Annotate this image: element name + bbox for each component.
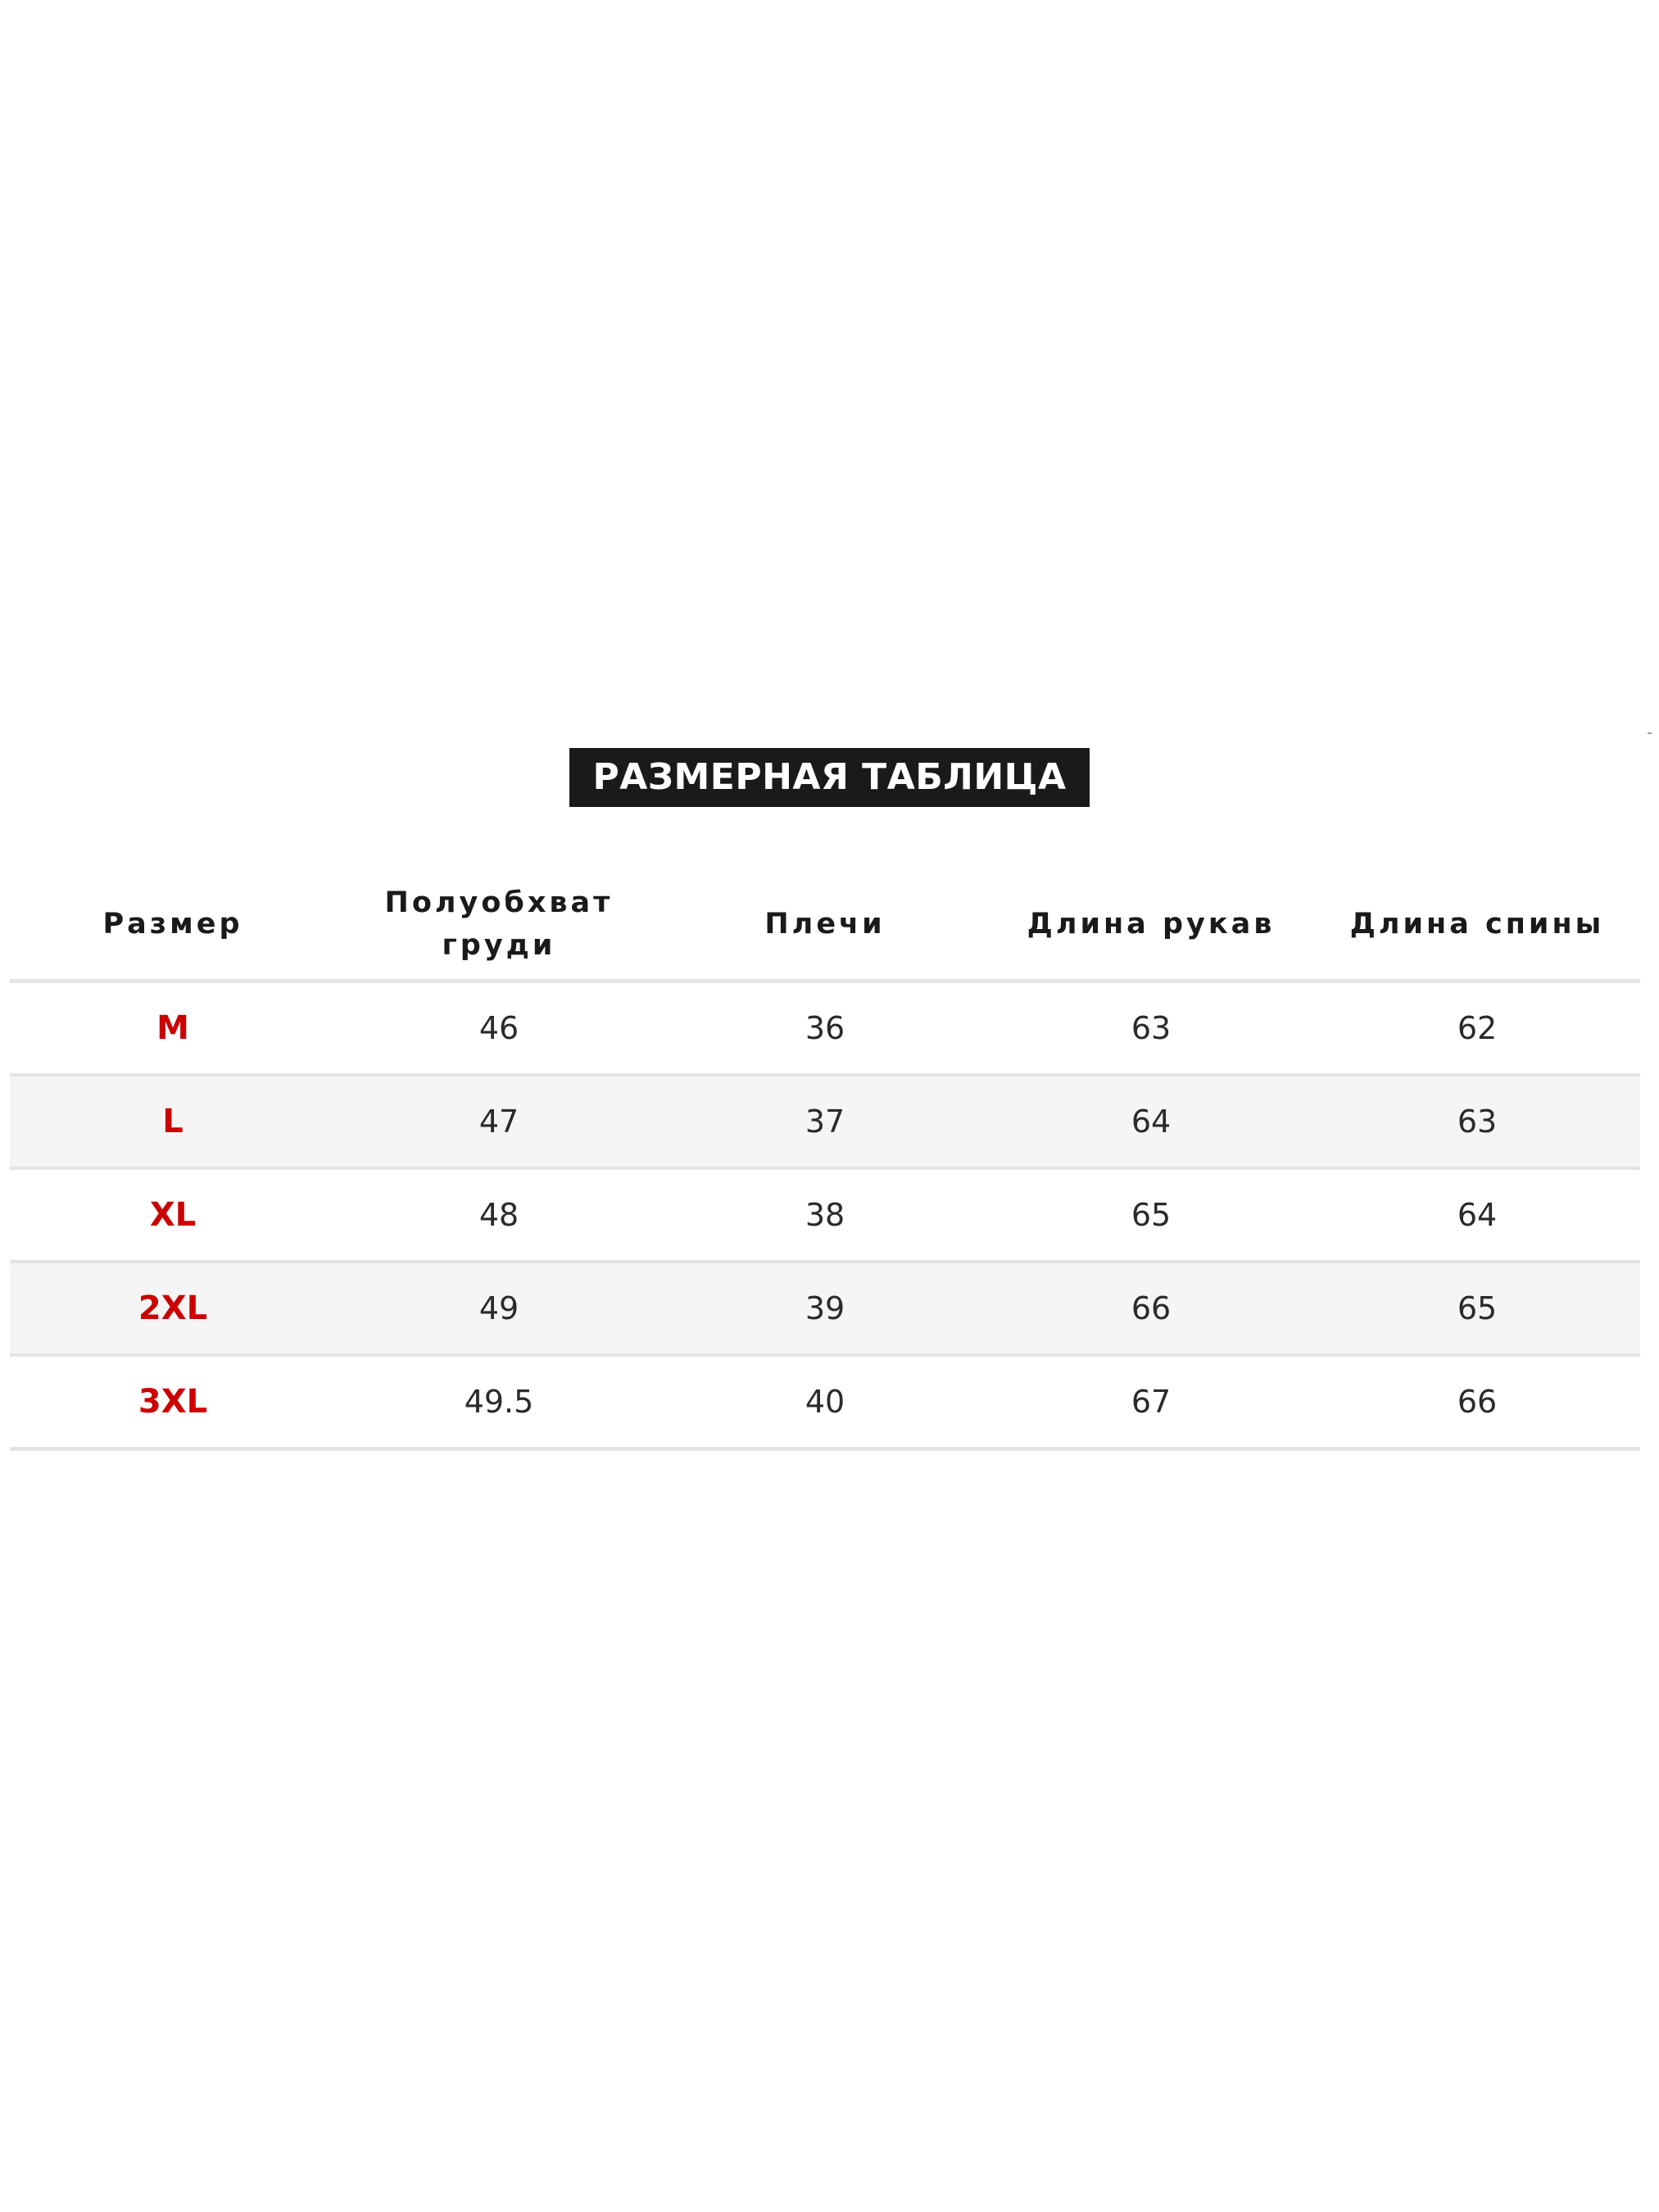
chest-value: 48 (336, 1168, 662, 1262)
header-shoulders: Плечи (662, 868, 988, 981)
size-label: M (10, 981, 336, 1076)
size-label: L (10, 1075, 336, 1168)
table-header-row (10, 868, 1640, 981)
shoulders-value: 36 (662, 981, 988, 1076)
size-table (10, 868, 1640, 1451)
shoulders-value: 40 (662, 1355, 988, 1449)
sleeve-length-value: 63 (988, 981, 1314, 1076)
scan-speck (1648, 732, 1652, 734)
back-length-value: 66 (1314, 1355, 1640, 1449)
header-sleeve-length: Длина рукав (988, 868, 1314, 981)
shoulders-value: 37 (662, 1075, 988, 1168)
header-chest: Полуобхват груди (336, 868, 662, 981)
chest-value: 49.5 (336, 1355, 662, 1449)
back-length-value: 62 (1314, 981, 1640, 1076)
table-row (10, 981, 1640, 1076)
back-length-value: 63 (1314, 1075, 1640, 1168)
sleeve-length-value: 67 (988, 1355, 1314, 1449)
header-back-length: Длина спины (1314, 868, 1640, 981)
back-length-value: 65 (1314, 1262, 1640, 1355)
sleeve-length-value: 64 (988, 1075, 1314, 1168)
table-row (10, 1075, 1640, 1168)
table-row (10, 1355, 1640, 1449)
chest-value: 46 (336, 981, 662, 1076)
shoulders-value: 39 (662, 1262, 988, 1355)
page-title: РАЗМЕРНАЯ ТАБЛИЦА (569, 748, 1089, 807)
sleeve-length-value: 66 (988, 1262, 1314, 1355)
size-label: 2XL (10, 1262, 336, 1355)
size-label: XL (10, 1168, 336, 1262)
header-size: Размер (10, 868, 336, 981)
title-container (0, 748, 1659, 807)
shoulders-value: 38 (662, 1168, 988, 1262)
size-label: 3XL (10, 1355, 336, 1449)
table-row (10, 1262, 1640, 1355)
sleeve-length-value: 65 (988, 1168, 1314, 1262)
back-length-value: 64 (1314, 1168, 1640, 1262)
table-row (10, 1168, 1640, 1262)
chest-value: 49 (336, 1262, 662, 1355)
chest-value: 47 (336, 1075, 662, 1168)
